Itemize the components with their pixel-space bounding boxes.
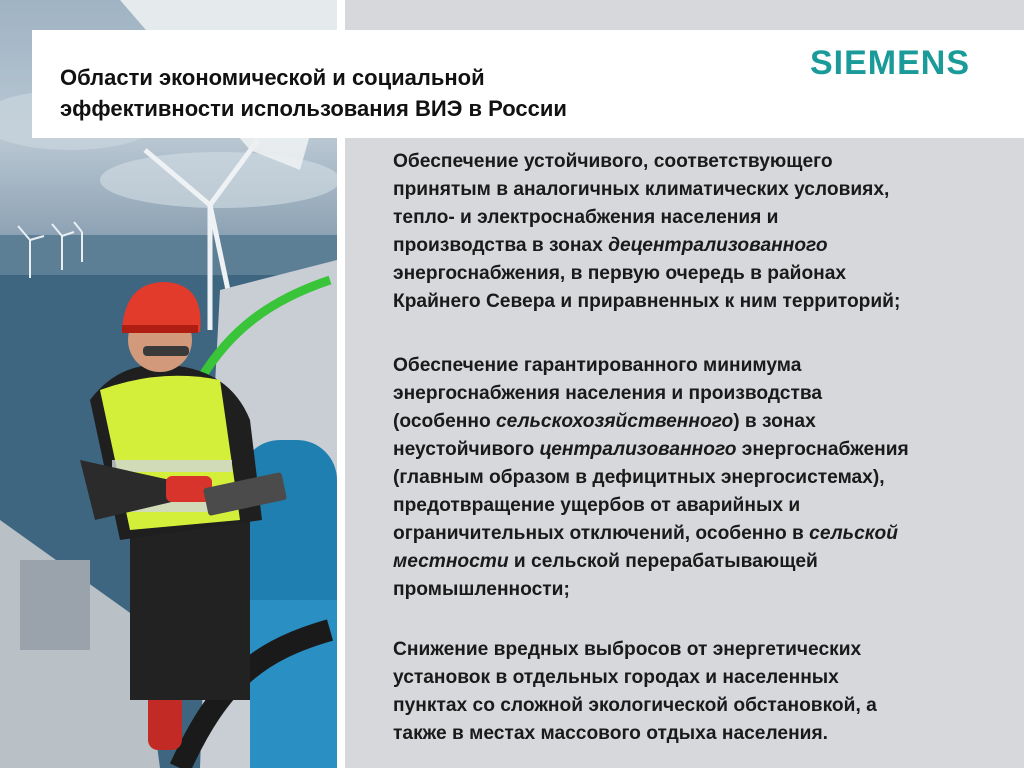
- italic-text-segment: централизованного: [539, 439, 737, 460]
- paragraph-centralized: [393, 352, 1013, 604]
- siemens-logo: SIEMENS: [810, 44, 971, 82]
- text-segment: Обеспечение гарантированного минимума энергоснабжения населения и производства (особенно: [393, 355, 823, 432]
- text-segment: и сельской перерабатывающей промышленности;: [393, 551, 818, 600]
- paragraph-decentralized: [393, 148, 1013, 316]
- text-segment: энергоснабжения (главным образом в дефицитных энергосистемах), предотвращение ущербов от аварийных и ограничительных отключений, особенно в: [393, 439, 909, 544]
- text-segment: Обеспечение устойчивого, соответствующего принятым в аналогичных климатических условиях, тепло- и электроснабжения населения и производства в зонах: [393, 151, 890, 256]
- paragraph-emissions: [393, 636, 1013, 748]
- content-panel: [345, 138, 1024, 768]
- text-segment: Снижение вредных выбросов от энергетических установок в отдельных городах и населенных пунктах со сложной экологической обстановкой, а также в местах массового отдыха населения.: [393, 639, 877, 744]
- text-segment: ) в зонах неустойчивого: [393, 411, 816, 460]
- italic-text-segment: сельскохозяйственного: [496, 411, 734, 432]
- slide-title: Области экономической и социальной эффективности использования ВИЭ в России: [60, 65, 567, 121]
- italic-text-segment: сельской местности: [393, 523, 898, 572]
- text-segment: энергоснабжения, в первую очередь в районах Крайнего Севера и приравненных к ним территорий;: [393, 263, 901, 312]
- italic-text-segment: децентрализованного: [608, 235, 828, 256]
